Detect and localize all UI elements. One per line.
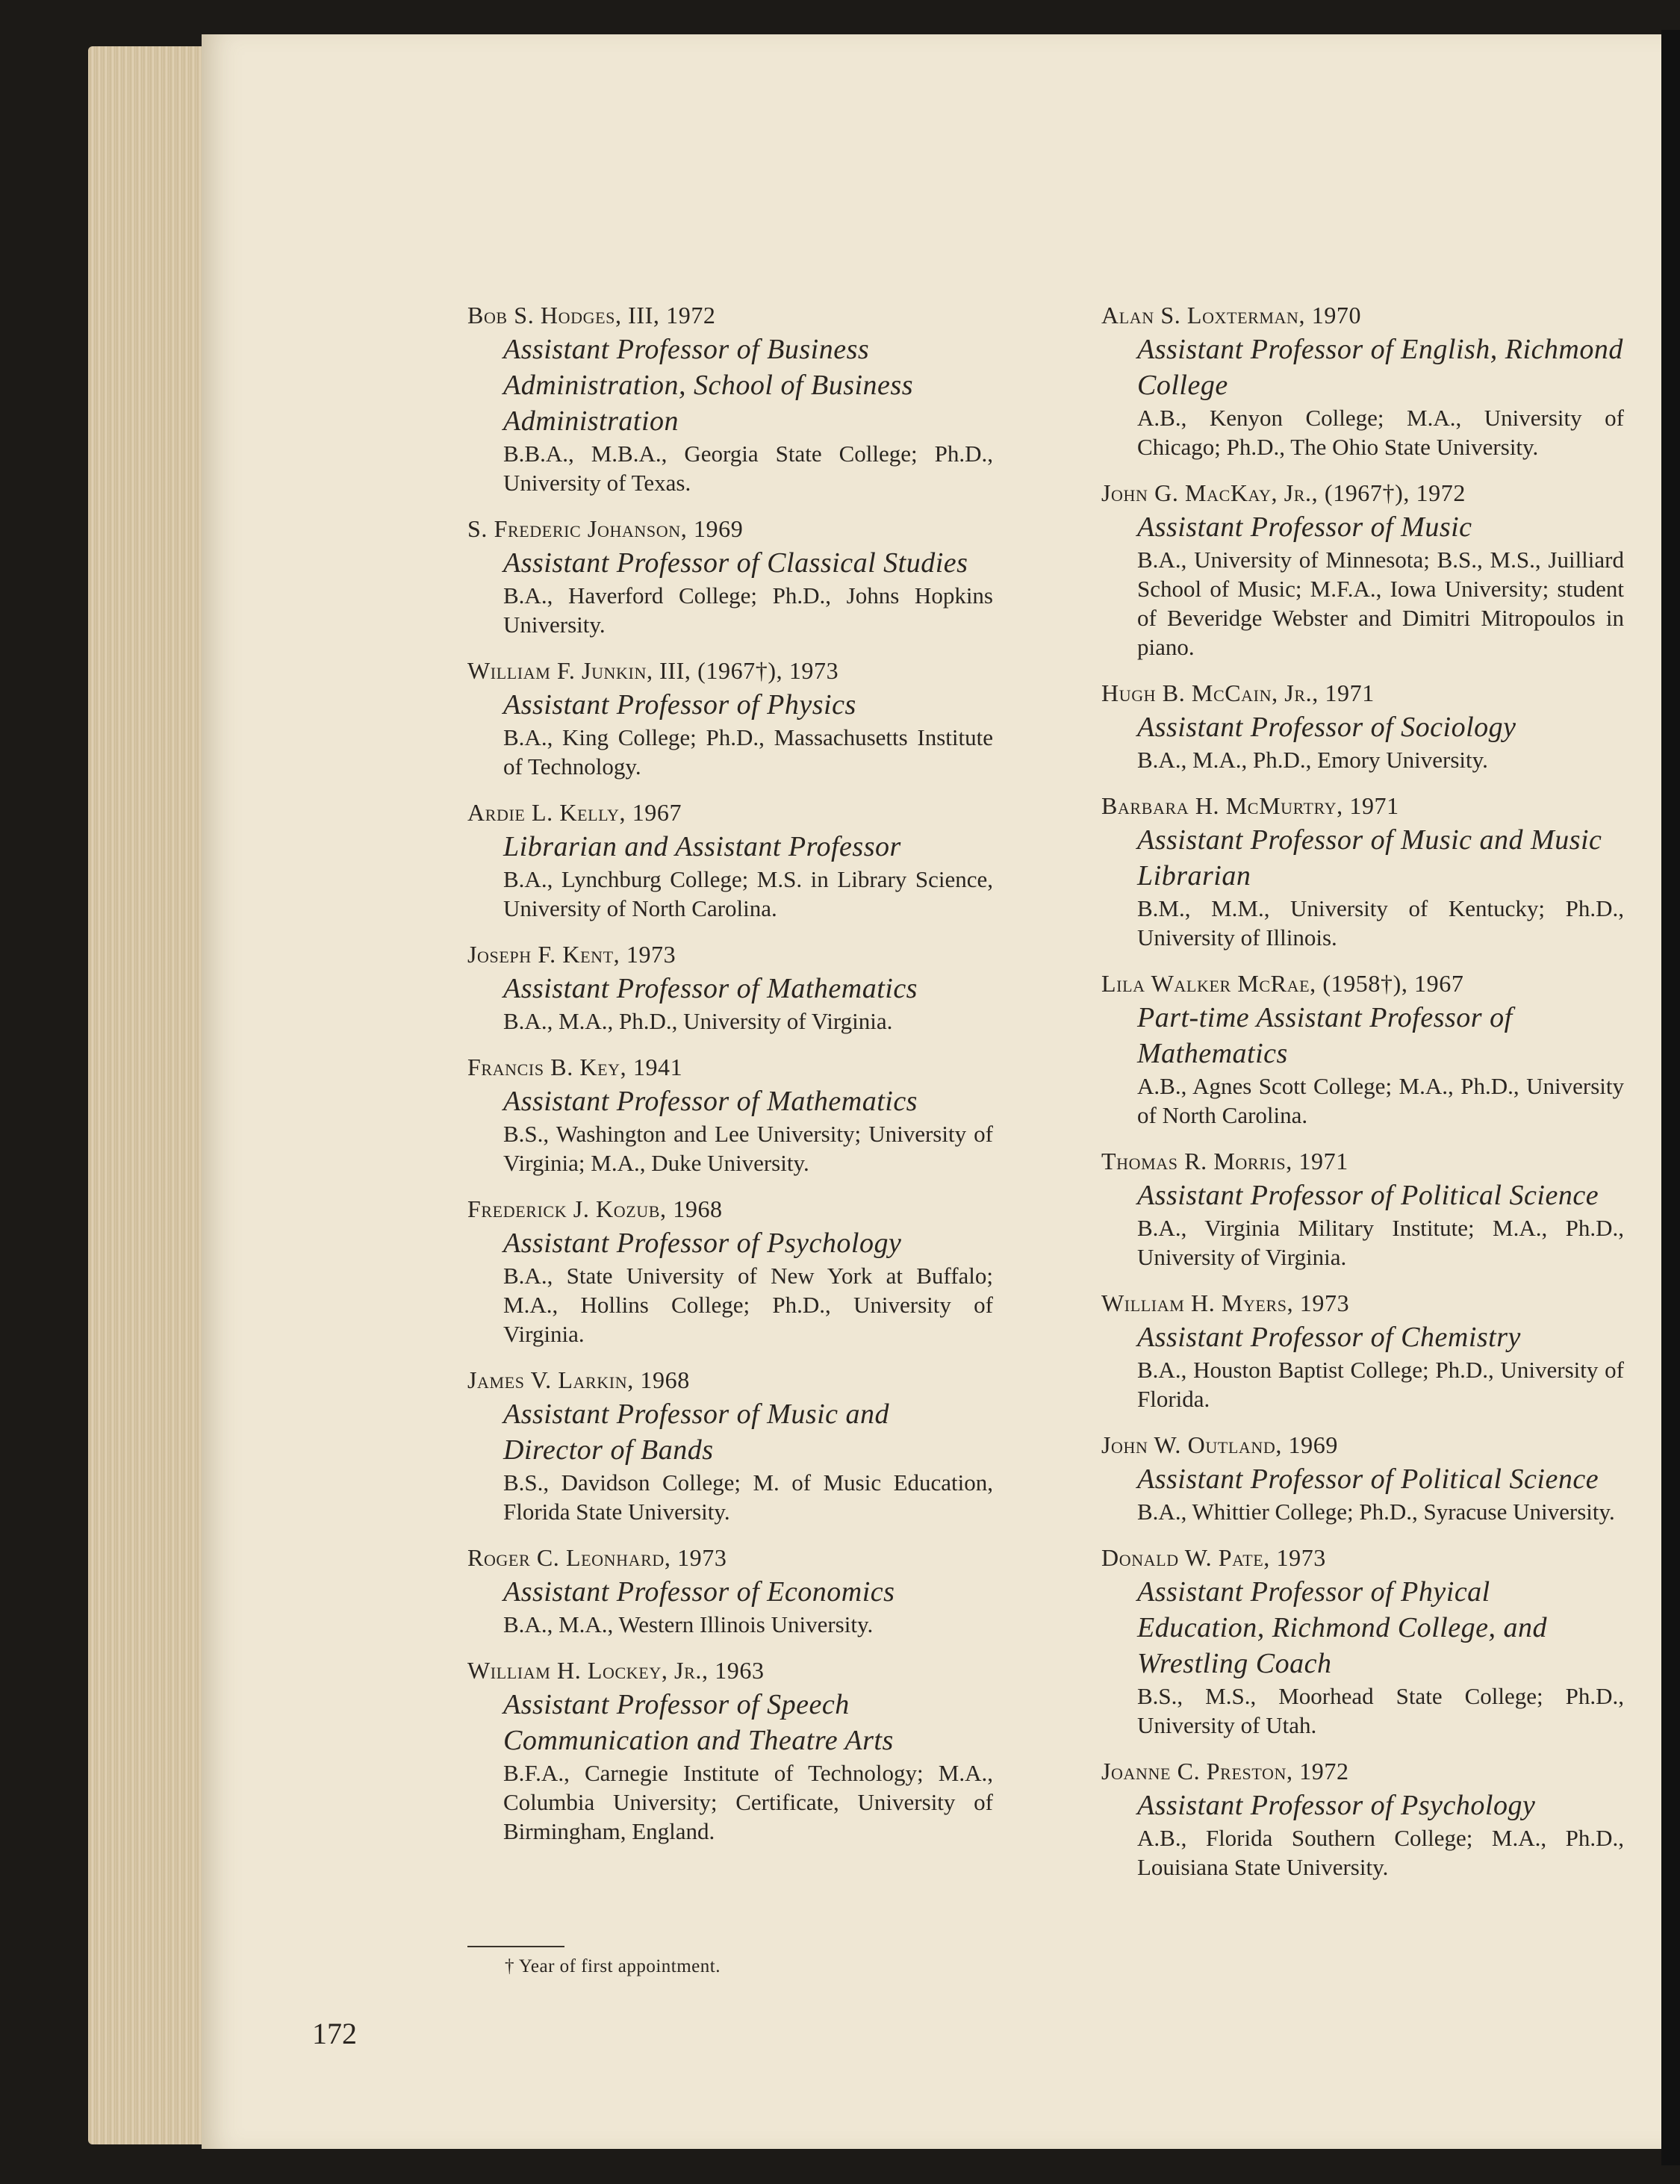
faculty-name: William F. Junkin, III, (1967†), 1973 xyxy=(467,657,839,684)
faculty-degrees: B.A., M.A., Western Illinois University. xyxy=(503,1611,874,1637)
faculty-name: Alan S. Loxterman, 1970 xyxy=(1101,302,1362,329)
left-column xyxy=(467,299,993,1861)
faculty-name: Joanne C. Preston, 1972 xyxy=(1101,1758,1349,1785)
faculty-degrees: B.A., Houston Baptist College; Ph.D., University of Florida. xyxy=(1137,1357,1624,1412)
faculty-entry xyxy=(1101,1287,1624,1413)
faculty-degrees: B.A., Whittier College; Ph.D., Syracuse University. xyxy=(1137,1499,1615,1525)
faculty-degrees: B.A., University of Minnesota; B.S., M.S., Juilliard School of Music; M.F.A., Iowa University; student of Beveridge Webster and Dimitri Mitropoulos in piano. xyxy=(1137,547,1624,660)
faculty-degrees: B.S., Davidson College; M. of Music Education, Florida State University. xyxy=(503,1469,993,1525)
faculty-name: Frederick J. Kozub, 1968 xyxy=(467,1195,723,1222)
faculty-name: Roger C. Leonhard, 1973 xyxy=(467,1544,727,1571)
faculty-degrees: B.A., King College; Ph.D., Massachusetts Institute of Technology. xyxy=(503,724,993,780)
faculty-degrees: A.B., Florida Southern College; M.A., Ph.D., Louisiana State University. xyxy=(1137,1825,1624,1880)
faculty-entry xyxy=(467,1541,993,1639)
faculty-name: Francis B. Key, 1941 xyxy=(467,1054,683,1080)
faculty-title: Assistant Professor of Political Science xyxy=(1137,1463,1599,1495)
faculty-name: Thomas R. Morris, 1971 xyxy=(1101,1148,1348,1175)
faculty-title: Assistant Professor of Business Administration, School of Business Administration xyxy=(503,334,913,437)
faculty-name: Barbara H. McMurtry, 1971 xyxy=(1101,792,1399,819)
faculty-entry xyxy=(1101,1428,1624,1526)
faculty-entry xyxy=(467,1192,993,1348)
footnote-rule xyxy=(467,1946,564,1947)
faculty-degrees: B.A., Virginia Military Institute; M.A., Ph.D., University of Virginia. xyxy=(1137,1215,1624,1270)
faculty-title: Assistant Professor of Speech Communication and Theatre Arts xyxy=(503,1689,894,1756)
faculty-name: Hugh B. McCain, Jr., 1971 xyxy=(1101,679,1375,706)
faculty-degrees: B.A., Haverford College; Ph.D., Johns Hopkins University. xyxy=(503,582,993,638)
faculty-title: Assistant Professor of Chemistry xyxy=(1137,1322,1521,1353)
faculty-degrees: B.S., M.S., Moorhead State College; Ph.D., University of Utah. xyxy=(1137,1683,1624,1738)
faculty-entry xyxy=(467,938,993,1036)
faculty-degrees: B.A., Lynchburg College; M.S. in Library Science, University of North Carolina. xyxy=(503,866,993,921)
faculty-title: Assistant Professor of Music and Director of Bands xyxy=(503,1399,890,1466)
faculty-degrees: B.A., State University of New York at Buffalo; M.A., Hollins College; Ph.D., University of Virginia. xyxy=(503,1263,993,1347)
faculty-degrees: B.B.A., M.B.A., Georgia State College; Ph.D., University of Texas. xyxy=(503,441,993,496)
faculty-name: Lila Walker McRae, (1958†), 1967 xyxy=(1101,970,1464,997)
faculty-title: Librarian and Assistant Professor xyxy=(503,831,901,862)
faculty-entry xyxy=(1101,1541,1624,1740)
faculty-title: Assistant Professor of Phyical Education, Richmond College, and Wrestling Coach xyxy=(1137,1576,1547,1679)
faculty-entry xyxy=(467,1051,993,1177)
faculty-entry xyxy=(467,1363,993,1526)
faculty-entry xyxy=(467,796,993,923)
faculty-title: Assistant Professor of Psychology xyxy=(503,1228,902,1259)
faculty-entry xyxy=(1101,476,1624,662)
faculty-entry xyxy=(1101,1145,1624,1272)
page-number: 172 xyxy=(312,2017,357,2050)
faculty-entry xyxy=(467,1654,993,1846)
faculty-degrees: A.B., Kenyon College; M.A., University of Chicago; Ph.D., The Ohio State University. xyxy=(1137,405,1624,460)
faculty-degrees: B.A., M.A., Ph.D., Emory University. xyxy=(1137,747,1488,773)
faculty-name: William H. Lockey, Jr., 1963 xyxy=(467,1657,765,1684)
faculty-name: John W. Outland, 1969 xyxy=(1101,1431,1338,1458)
faculty-entry xyxy=(467,654,993,781)
faculty-title: Assistant Professor of English, Richmond College xyxy=(1137,334,1623,401)
faculty-name: S. Frederic Johanson, 1969 xyxy=(467,515,744,542)
faculty-entry xyxy=(467,512,993,639)
faculty-degrees: B.S., Washington and Lee University; University of Virginia; M.A., Duke University. xyxy=(503,1121,993,1176)
faculty-title: Assistant Professor of Classical Studies xyxy=(503,547,968,579)
faculty-title: Assistant Professor of Economics xyxy=(503,1576,895,1608)
faculty-entry xyxy=(1101,299,1624,461)
faculty-title: Assistant Professor of Sociology xyxy=(1137,712,1516,743)
faculty-title: Assistant Professor of Mathematics xyxy=(503,1086,918,1117)
faculty-title: Part-time Assistant Professor of Mathematics xyxy=(1137,1002,1513,1069)
faculty-entry xyxy=(1101,676,1624,774)
faculty-name: William H. Myers, 1973 xyxy=(1101,1289,1350,1316)
faculty-entry xyxy=(1101,967,1624,1130)
binding-shadow xyxy=(1661,30,1680,2165)
faculty-entry xyxy=(467,299,993,497)
faculty-title: Assistant Professor of Music xyxy=(1137,511,1472,543)
faculty-degrees: B.F.A., Carnegie Institute of Technology; M.A., Columbia University; Certificate, University of Birmingham, England. xyxy=(503,1760,993,1844)
faculty-name: James V. Larkin, 1968 xyxy=(467,1366,690,1393)
faculty-title: Assistant Professor of Physics xyxy=(503,689,856,721)
right-column xyxy=(1101,299,1624,1897)
faculty-name: John G. MacKay, Jr., (1967†), 1972 xyxy=(1101,479,1466,506)
faculty-title: Assistant Professor of Music and Music Librarian xyxy=(1137,824,1602,892)
faculty-name: Ardie L. Kelly, 1967 xyxy=(467,799,682,826)
faculty-entry xyxy=(1101,1755,1624,1882)
faculty-name: Donald W. Pate, 1973 xyxy=(1101,1544,1326,1571)
faculty-title: Assistant Professor of Mathematics xyxy=(503,973,918,1004)
faculty-name: Joseph F. Kent, 1973 xyxy=(467,941,676,968)
faculty-title: Assistant Professor of Political Science xyxy=(1137,1180,1599,1211)
faculty-name: Bob S. Hodges, III, 1972 xyxy=(467,302,716,329)
faculty-degrees: B.A., M.A., Ph.D., University of Virginia. xyxy=(503,1008,893,1034)
faculty-degrees: A.B., Agnes Scott College; M.A., Ph.D., University of North Carolina. xyxy=(1137,1073,1624,1128)
faculty-entry xyxy=(1101,789,1624,952)
faculty-title: Assistant Professor of Psychology xyxy=(1137,1790,1536,1821)
footnote: † Year of first appointment. xyxy=(505,1956,721,1976)
faculty-degrees: B.M., M.M., University of Kentucky; Ph.D., University of Illinois. xyxy=(1137,895,1624,951)
